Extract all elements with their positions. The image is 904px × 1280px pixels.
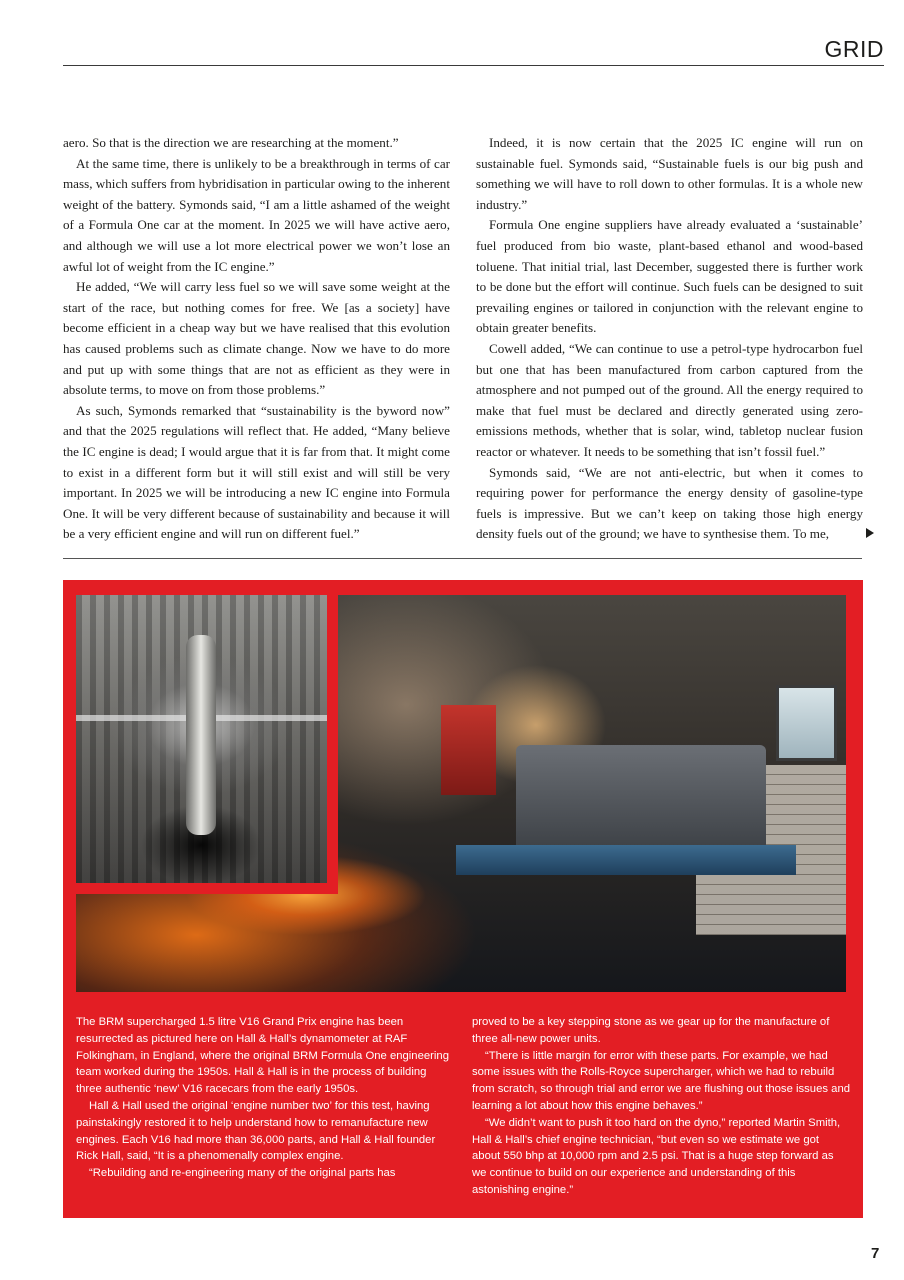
caption-column-right [472,1014,850,1199]
article-paragraph: Cowell added, “We can continue to use a petrol-type hydrocarbon fuel but one that has been manufactured from carbon captured from the atmosphere and not pumped out of the ground. All the energy required to make that fuel must be declared and directly generated using zero-emissions methods, whether that is solar, wind, tabletop nuclear fusion reactor or whatever. It needs to be something that isn’t fossil fuel.” [476,340,863,459]
article-paragraph: Symonds said, “We are not anti-electric, but when it comes to requiring power for performance the energy density of gasoline-type fuels is impressive. But we can’t keep on taking those high energy density fuels out of the ground; we have to synthesise them. To me, [476,464,863,542]
article-column-left [63,133,450,545]
article-paragraph: Indeed, it is now certain that the 2025 IC engine will run on sustainable fuel. Symonds said, “Sustainable fuels is our big push and something we will have to roll down to other formulas. It is a whole new industry.” [476,135,863,212]
caption-paragraph: “Rebuilding and re-engineering many of the original parts has [89,1167,396,1180]
article-paragraph: He added, “We will carry less fuel so we will save some weight at the start of the race, but nothing comes for free. We [as a society] have become efficient in a cheap way but we have realised that this evolution has caused problems such as climate change. Now we have to do more and put up with some things that are not as efficient as they were in absolute terms, to move on from those problems.” [63,279,450,398]
dyno-bench [456,845,796,875]
page-number: 7 [871,1245,880,1262]
section-label: GRID [824,36,884,62]
v16-engine [516,745,766,855]
article-paragraph: Formula One engine suppliers have already evaluated a ‘sustainable’ fuel produced from bio waste, plant-based ethanol and wood-based toluene. That initial trial, last December, suggested there is further work to be done but the effort will continue. Such fuels can be designed to suit prevailing engines or tailored in conjunction with the relevant engine to obtain greater benefits. [476,217,863,336]
article-column-right [476,133,863,545]
supercharger-pipe [186,635,216,835]
article-paragraph: As such, Symonds remarked that “sustainability is the byword now” and that the 2025 regulations will reflect that. He added, “Many believe the IC engine is dead; I would argue that it is far from that. It might come to exist in a different form but it will still exist and will still be very important. In 2025 we will be introducing a new IC engine into Formula One. It will be very different because of sustainability and because it will be a very efficient engine and will run on different fuel.” [63,402,450,542]
window [776,685,837,761]
red-cabinet [441,705,496,795]
body-rule [63,558,862,559]
caption-column-left [76,1014,454,1182]
caption-paragraph: “There is little margin for error with these parts. For example, we had some issues with the Rolls-Royce supercharger, which we had to rebuild from scratch, so through trial and error we are flushing out those issues and learning a lot about how this engine behaves.” [472,1049,851,1112]
caption-paragraph: The BRM supercharged 1.5 litre V16 Grand Prix engine has been resurrected as pictured here on Hall & Hall’s dynamometer at RAF Folkingham, in England, where the original BRM Formula One engineering team worked during the 1950s. Hall & Hall is in the process of building three authentic ‘new’ V16 racecars from the early 1950s. [76,1016,449,1096]
article-paragraph: At the same time, there is unlikely to be a breakthrough in terms of car mass, which suffers from hybridisation in particular owing to the inherent weight of the battery. Symonds said, “I am a little ashamed of the weight of a Formula One car at the moment. In 2025 we will have active aero, and although we will use a lot more electrical power we won’t lose an awful lot of weight from the IC engine.” [63,155,450,274]
caption-paragraph: proved to be a key stepping stone as we gear up for the manufacture of three all-new power units. [472,1016,830,1045]
engine-closeup-photo [76,595,338,894]
caption-paragraph: Hall & Hall used the original ‘engine number two’ for this test, having painstakingly restored it to help understand how to remanufacture new engines. Each V16 had more than 36,000 parts, and Hall & Hall founder Rick Hall, said, “It is a phenomenally complex engine. [76,1099,436,1163]
article-paragraph: aero. So that is the direction we are researching at the moment.” [63,135,399,150]
caption-paragraph: “We didn’t want to push it too hard on the dyno,” reported Martin Smith, Hall & Hall’s chief engine technician, “but even so we estimate we got about 550 bhp at 10,000 rpm and 2.5 psi. That is a huge step forward as we continue to build on our experience and understanding of this astonishing engine.” [472,1116,841,1196]
continue-arrow-icon [866,528,874,538]
header-rule [63,65,884,66]
